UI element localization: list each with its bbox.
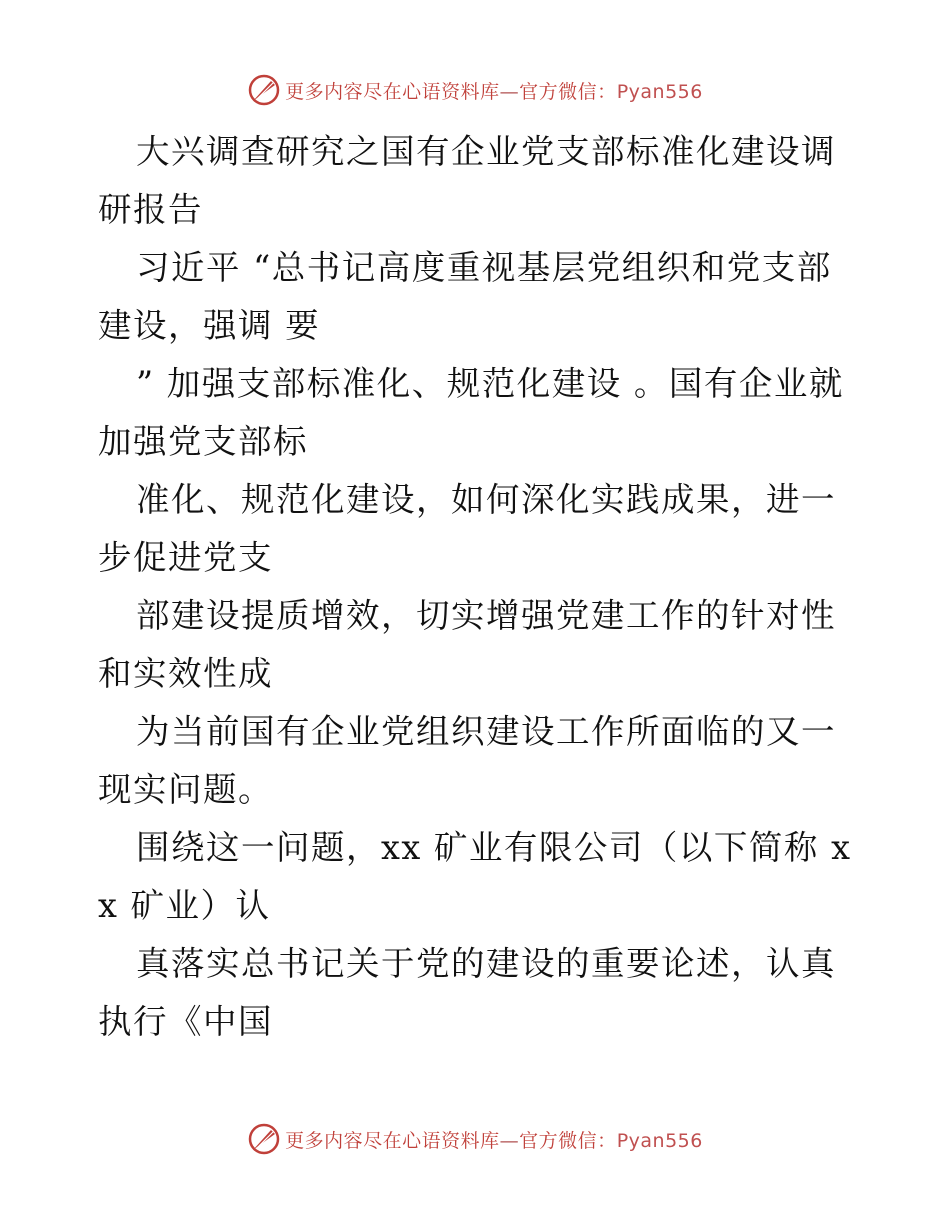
paragraph: 部建设提质增效，切实增强党建工作的针对性和实效性成	[98, 596, 836, 693]
document-body	[98, 123, 858, 1051]
paragraph: 真落实总书记关于党的建设的重要论述，认真执行《中国	[98, 944, 836, 1041]
quill-logo-icon	[247, 73, 281, 107]
paragraph: ” 加强支部标准化、规范化建设 。国有企业就加强党支部标	[98, 364, 844, 461]
watermark-text: 更多内容尽在心语资料库—官方微信：Pyan556	[285, 1129, 703, 1152]
paragraph: 准化、规范化建设，如何深化实践成果，进一步促进党支	[98, 480, 836, 577]
paragraph: 习近平 “总书记高度重视基层党组织和党支部建设，强调 要	[98, 248, 832, 345]
watermark-footer	[0, 1119, 950, 1159]
paragraph: 围绕这一问题，xx 矿业有限公司（以下简称 xx 矿业）认	[98, 828, 852, 925]
quill-logo-icon	[247, 1122, 281, 1156]
watermark-text: 更多内容尽在心语资料库—官方微信：Pyan556	[285, 80, 703, 103]
paragraph: 为当前国有企业党组织建设工作所面临的又一现实问题。	[98, 712, 836, 809]
watermark-header	[0, 70, 950, 110]
document-title: 大兴调查研究之国有企业党支部标准化建设调研报告	[98, 132, 836, 229]
